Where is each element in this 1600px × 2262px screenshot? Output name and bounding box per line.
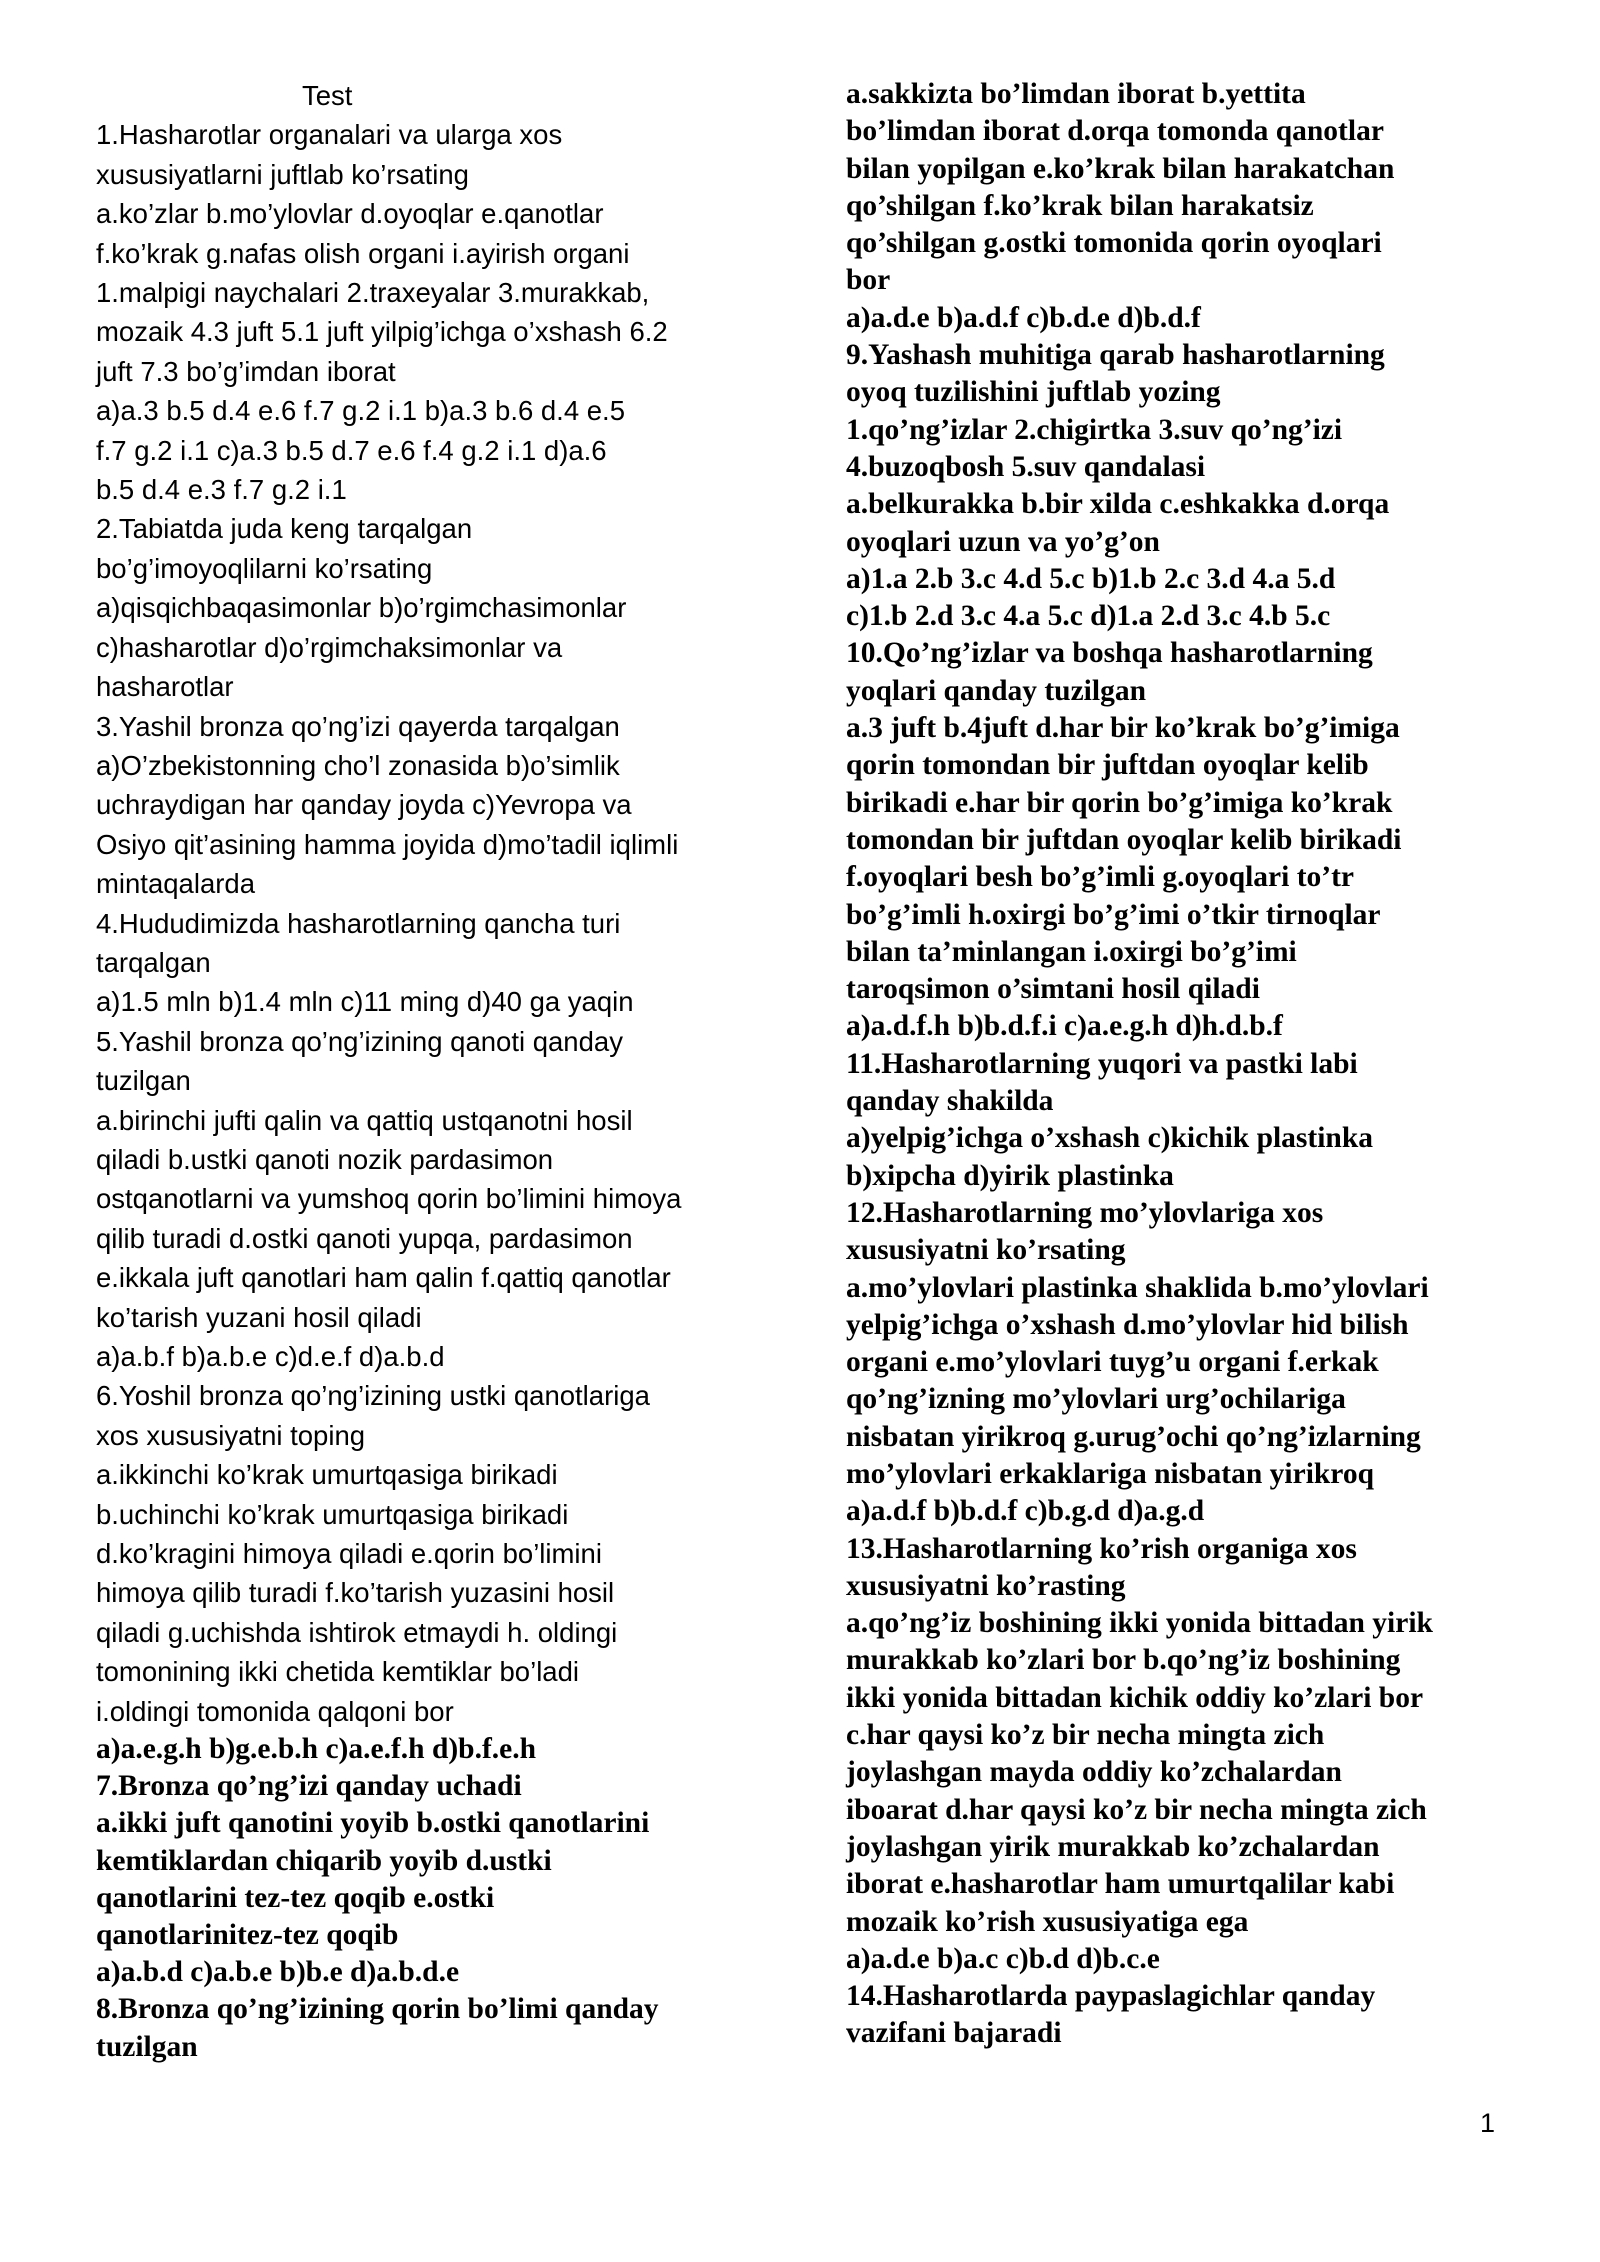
text-line: a.birinchi jufti qalin va qattiq ustqanotni hosil	[96, 1104, 633, 1136]
text-line: yelpig’ichga o’xshash d.mo’ylovlar hid bilish	[846, 1308, 1409, 1341]
text-line: a.belkurakka b.bir xilda c.eshkakka d.orqa	[846, 488, 1390, 521]
text-line: a.qo’ng’iz boshining ikki yonida bittadan yirik	[846, 1607, 1433, 1640]
document-title: Test	[302, 80, 353, 111]
text-line: taroqsimon o’simtani hosil qiladi	[846, 973, 1260, 1006]
text-line: qiladi b.ustki qanoti nozik pardasimon	[96, 1143, 554, 1175]
text-line: hasharotlar	[96, 671, 234, 703]
text-line: xususiyatni ko’rasting	[846, 1569, 1126, 1602]
text-line: 7.Bronza qo’ng’izi qanday uchadi	[96, 1770, 522, 1803]
text-line: 1.Hasharotlar organalari va ularga xos	[96, 119, 563, 151]
left-column	[96, 76, 776, 2066]
text-line: tuzilgan	[96, 1065, 191, 1097]
text-line: 13.Hasharotlarning ko’rish organiga xos	[846, 1532, 1357, 1565]
text-line: kemtiklardan chiqarib yoyib d.ustki	[96, 1844, 552, 1877]
text-line: d.ko’kragini himoya qiladi e.qorin bo’limini	[96, 1538, 602, 1570]
text-line: a)a.d.f.h b)b.d.f.i c)a.e.g.h d)h.d.b.f	[846, 1010, 1283, 1043]
text-line: qilib turadi d.ostki qanoti yupqa, pardasimon	[96, 1222, 633, 1254]
text-line: qiladi g.uchishda ishtirok etmaydi h. oldingi	[96, 1616, 618, 1648]
text-line: a.sakkizta bo’limdan iborat b.yettita	[846, 78, 1306, 110]
text-line: 8.Bronza qo’ng’izining qorin bo’limi qanday	[96, 1993, 659, 2026]
text-line: a)a.b.d c)a.b.e b)b.e d)a.b.d.e	[96, 1956, 460, 1989]
text-line: a)1.a 2.b 3.c 4.d 5.c b)1.b 2.c 3.d 4.a 5.d	[846, 562, 1336, 595]
text-line: a)O’zbekistonning cho’l zonasida b)o’simlik	[96, 749, 620, 781]
text-line: 2.Tabiatda juda keng tarqalgan	[96, 513, 473, 545]
text-line: 3.Yashil bronza qo’ng’izi qayerda tarqalgan	[96, 710, 620, 742]
text-line: joylashgan mayda oddiy ko’zchalardan	[846, 1756, 1342, 1789]
text-line: qanotlarinitez-tez qoqib	[96, 1919, 399, 1952]
text-line: 10.Qo’ng’izlar va boshqa hasharotlarning	[846, 637, 1373, 670]
text-line: birikadi e.har bir qorin bo’g’imiga ko’krak	[846, 786, 1393, 819]
text-line: ikki yonida bittadan kichik oddiy ko’zlari bor	[846, 1681, 1424, 1714]
text-line: f.7 g.2 i.1 c)a.3 b.5 d.7 e.6 f.4 g.2 i.1 d)a.6	[96, 434, 607, 466]
text-line: himoya qilib turadi f.ko’tarish yuzasini hosil	[96, 1577, 615, 1609]
text-line: e.ikkala juft qanotlari ham qalin f.qattiq qanotlar	[96, 1262, 671, 1294]
text-line: 1.malpigi naychalari 2.traxeyalar 3.murakkab,	[96, 277, 650, 309]
text-line: a)a.d.f b)b.d.f c)b.g.d d)a.g.d	[846, 1495, 1205, 1528]
text-line: b.uchinchi ko’krak umurtqasiga birikadi	[96, 1498, 569, 1530]
text-line: 6.Yoshil bronza qo’ng’izining ustki qanotlariga	[96, 1380, 650, 1412]
text-line: qo’ng’izning mo’ylovlari urg’ochilariga	[846, 1383, 1346, 1416]
text-line: xos xususiyatni toping	[96, 1419, 366, 1451]
text-line: bilan ta’minlangan i.oxirgi bo’g’imi	[846, 935, 1297, 968]
text-line: a)a.d.e b)a.d.f c)b.d.e d)b.d.f	[846, 301, 1201, 334]
text-line: a.ikkinchi ko’krak umurtqasiga birikadi	[96, 1459, 558, 1491]
text-line: a.3 juft b.4juft d.har bir ko’krak bo’g’imiga	[846, 712, 1400, 745]
text-line: qorin tomondan bir juftdan oyoqlar kelib	[846, 749, 1369, 782]
text-line: oyoqlari uzun va yo’g’on	[846, 525, 1160, 558]
text-line: a)a.d.e b)a.c c)b.d d)b.c.e	[846, 1942, 1160, 1975]
text-line: a.mo’ylovlari plastinka shaklida b.mo’ylovlari	[846, 1271, 1429, 1304]
text-line: qanotlarini tez-tez qoqib e.ostki	[96, 1881, 495, 1914]
text-line: 11.Hasharotlarning yuqori va pastki labi	[846, 1047, 1358, 1080]
text-line: f.ko’krak g.nafas olish organi i.ayirish organi	[96, 237, 630, 269]
text-line: mozaik 4.3 juft 5.1 juft yilpig’ichga o’xshash 6.2	[96, 316, 668, 348]
text-line: murakkab ko’zlari bor b.qo’ng’iz boshining	[846, 1644, 1401, 1677]
text-line: a)a.b.f b)a.b.e c)d.e.f d)a.b.d	[96, 1341, 445, 1372]
text-line: 12.Hasharotlarning mo’ylovlariga xos	[846, 1196, 1324, 1229]
text-line: i.oldingi tomonida qalqoni bor	[96, 1695, 454, 1727]
text-line: bor	[846, 264, 891, 297]
text-line: qo’shilgan g.ostki tomonida qorin oyoqlari	[846, 227, 1382, 260]
text-line: mozaik ko’rish xususiyatiga ega	[846, 1905, 1249, 1938]
text-line: organi e.mo’ylovlari tuyg’u organi f.erkak	[846, 1346, 1379, 1379]
right-column	[846, 76, 1506, 2053]
text-line: b)xipcha d)yirik plastinka	[846, 1159, 1174, 1192]
text-line: c.har qaysi ko’z bir necha mingta zich	[846, 1719, 1325, 1752]
page-number: 1	[1480, 2108, 1496, 2138]
text-line: iborat e.hasharotlar ham umurtqalilar kabi	[846, 1868, 1395, 1901]
text-line: nisbatan yirikroq g.urug’ochi qo’ng’izlarning	[846, 1420, 1421, 1453]
text-line: bilan yopilgan e.ko’krak bilan harakatchan	[846, 152, 1395, 185]
text-line: qanday shakilda	[846, 1085, 1054, 1118]
text-line: iboarat d.har qaysi ko’z bir necha mingta zich	[846, 1793, 1427, 1826]
text-line: ko’tarish yuzani hosil qiladi	[96, 1301, 422, 1333]
text-line: tomonining ikki chetida kemtiklar bo’ladi	[96, 1656, 580, 1688]
text-line: 14.Hasharotlarda paypaslagichlar qanday	[846, 1980, 1376, 2013]
text-line: a.ko’zlar b.mo’ylovlar d.oyoqlar e.qanotlar	[96, 198, 604, 230]
text-line: b.5 d.4 e.3 f.7 g.2 i.1	[96, 474, 347, 506]
text-line: vazifani bajaradi	[846, 2017, 1062, 2050]
text-line: uchraydigan har qanday joyda c)Yevropa va	[96, 789, 632, 821]
text-line: f.oyoqlari besh bo’g’imli g.oyoqlari to’tr	[846, 861, 1355, 894]
text-line: a)qisqichbaqasimonlar b)o’rgimchasimonlar	[96, 592, 627, 624]
text-line: 5.Yashil bronza qo’ng’izining qanoti qanday	[96, 1025, 623, 1057]
text-line: a)a.3 b.5 d.4 e.6 f.7 g.2 i.1 b)a.3 b.6 d.4 e.5	[96, 395, 625, 427]
text-line: a.ikki juft qanotini yoyib b.ostki qanotlarini	[96, 1807, 650, 1840]
text-line: qo’shilgan f.ko’krak bilan harakatsiz	[846, 189, 1314, 222]
text-line: a)1.5 mln b)1.4 mln c)11 ming d)40 ga yaqin	[96, 986, 634, 1018]
text-line: bo’limdan iborat d.orqa tomonda qanotlar	[846, 115, 1384, 148]
text-line: c)hasharotlar d)o’rgimchaksimonlar va	[96, 631, 563, 663]
text-line: mintaqalarda	[96, 868, 255, 900]
text-line: 4.buzoqbosh 5.suv qandalasi	[846, 450, 1206, 483]
text-line: xususiyatlarni juftlab ko’rsating	[96, 158, 469, 190]
text-line: 1.qo’ng’izlar 2.chigirtka 3.suv qo’ng’izi	[846, 413, 1343, 446]
text-line: tarqalgan	[96, 946, 211, 978]
text-line: mo’ylovlari erkaklariga nisbatan yirikroq	[846, 1457, 1375, 1490]
text-line: c)1.b 2.d 3.c 4.a 5.c d)1.a 2.d 3.c 4.b 5.c	[846, 600, 1331, 633]
text-line: yoqlari qanday tuzilgan	[846, 674, 1146, 707]
text-line: ostqanotlarni va yumshoq qorin bo’limini himoya	[96, 1183, 682, 1215]
text-line: joylashgan yirik murakkab ko’zchalardan	[846, 1830, 1380, 1863]
text-line: 4.Hududimizda hasharotlarning qancha turi	[96, 907, 621, 939]
text-line: oyoq tuzilishini juftlab yozing	[846, 376, 1221, 409]
text-line: a)a.e.g.h b)g.e.b.h c)a.e.f.h d)b.f.e.h	[96, 1733, 537, 1766]
text-line: a)yelpig’ichga o’xshash c)kichik plastinka	[846, 1122, 1373, 1155]
text-line: Osiyo qit’asining hamma joyida d)mo’tadil iqlimli	[96, 828, 679, 860]
text-line: bo’g’imli h.oxirgi bo’g’imi o’tkir tirnoqlar	[846, 898, 1381, 931]
text-line: bo’g’imoyoqlilarni ko’rsating	[96, 552, 433, 584]
text-line: tuzilgan	[96, 2030, 198, 2063]
text-line: tomondan bir juftdan oyoqlar kelib birikadi	[846, 823, 1402, 856]
text-line: xususiyatni ko’rsating	[846, 1234, 1126, 1267]
text-line: juft 7.3 bo’g’imdan iborat	[96, 355, 396, 387]
text-line: 9.Yashash muhitiga qarab hasharotlarning	[846, 339, 1385, 372]
